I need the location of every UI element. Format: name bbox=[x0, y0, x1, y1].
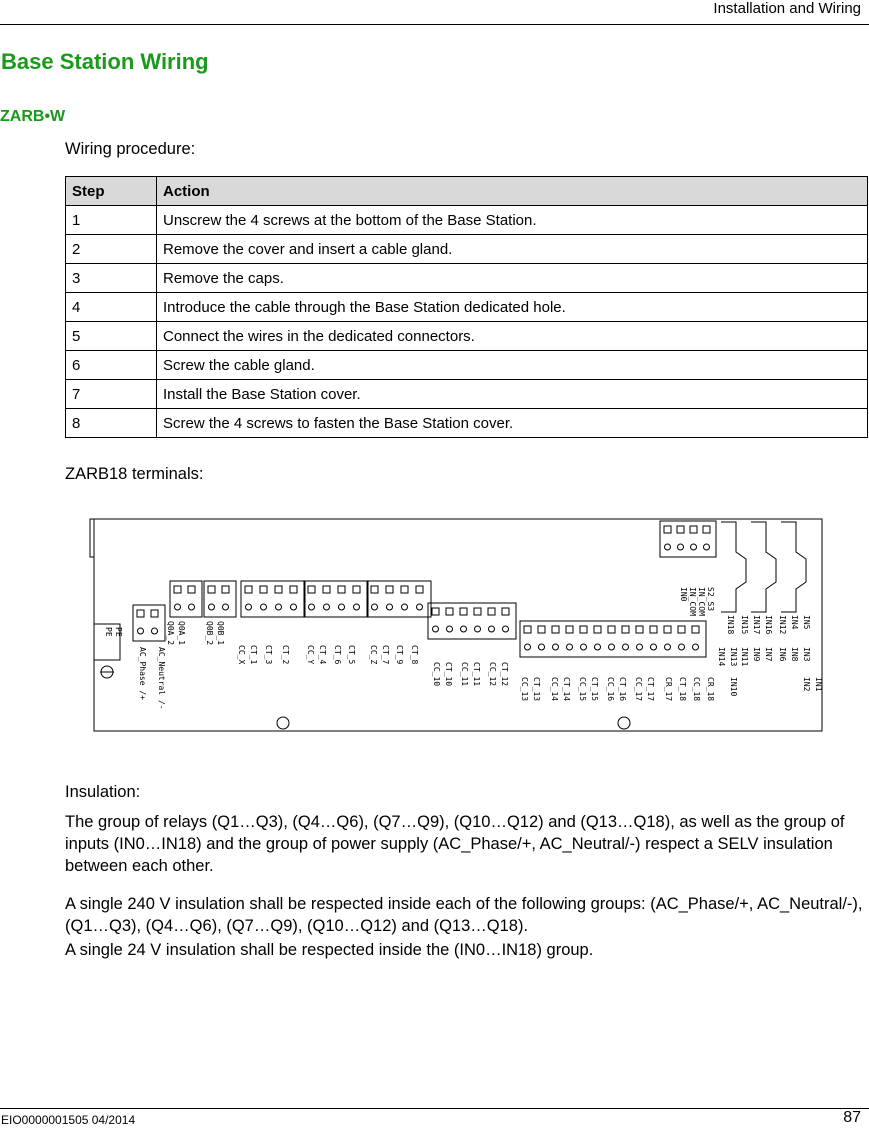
step-action: Remove the caps. bbox=[157, 264, 868, 293]
table-row bbox=[66, 264, 868, 293]
terminal-screw bbox=[276, 604, 282, 610]
terminal-slot bbox=[137, 610, 144, 617]
diagram-label: CT_9 bbox=[395, 645, 404, 665]
terminal-slot bbox=[703, 526, 710, 533]
diagram-label: CC_10 bbox=[432, 662, 441, 687]
diagram-label: CC_X bbox=[237, 645, 246, 665]
board-notch bbox=[90, 519, 94, 557]
diagram-label: CC_12 bbox=[488, 662, 497, 687]
procedure-table bbox=[65, 176, 868, 438]
terminal-screw bbox=[223, 604, 229, 610]
diagram-label: CT_5 bbox=[347, 645, 356, 665]
terminal-slot bbox=[636, 626, 643, 633]
page-number: 87 bbox=[843, 1109, 861, 1126]
terminal-screw bbox=[372, 604, 378, 610]
terminal-slot bbox=[401, 586, 408, 593]
header-action: Action bbox=[157, 177, 868, 206]
terminal-slot bbox=[386, 586, 393, 593]
insulation-heading: Insulation: bbox=[65, 783, 141, 801]
section-title: Base Station Wiring bbox=[1, 49, 209, 74]
terminal-screw bbox=[525, 644, 531, 650]
terminal-screw bbox=[679, 644, 685, 650]
terminal-slot bbox=[690, 526, 697, 533]
terminal-diagram bbox=[86, 497, 831, 747]
diagram-label: CT_14 bbox=[562, 677, 571, 702]
diagram-label: IN_COM bbox=[697, 587, 706, 616]
diagram-label: CC_15 bbox=[578, 677, 587, 702]
diagram-label: IN3 bbox=[802, 647, 811, 662]
diagram-label: IN5 bbox=[802, 615, 811, 630]
diagram-label: Q0A_1 bbox=[177, 621, 186, 646]
terminal-screw bbox=[417, 604, 423, 610]
diagram-label: IN0 bbox=[679, 587, 688, 602]
diagram-label: CC_Z bbox=[369, 645, 378, 665]
terminal-screw bbox=[309, 604, 315, 610]
diagram-label: IN16 bbox=[764, 615, 773, 635]
step-action: Screw the 4 screws to fasten the Base Station cover. bbox=[157, 409, 868, 438]
terminal-screw bbox=[261, 604, 267, 610]
step-action: Install the Base Station cover. bbox=[157, 380, 868, 409]
terminal-screw bbox=[691, 544, 697, 550]
table-row bbox=[66, 351, 868, 380]
terminal-screw bbox=[609, 644, 615, 650]
terminal-slot bbox=[552, 626, 559, 633]
terminal-slot bbox=[432, 608, 439, 615]
table-row bbox=[66, 409, 868, 438]
terminal-screw bbox=[678, 544, 684, 550]
diagram-label: IN12 bbox=[778, 615, 787, 635]
mounting-hole bbox=[277, 717, 289, 729]
terminal-screw bbox=[246, 604, 252, 610]
diagram-label: CC_11 bbox=[460, 662, 469, 687]
diagram-label: AC_Phase /+ bbox=[138, 647, 147, 700]
terminal-slot bbox=[416, 586, 423, 593]
step-action: Connect the wires in the dedicated connectors. bbox=[157, 322, 868, 351]
terminal-screw bbox=[693, 644, 699, 650]
terminal-screw bbox=[704, 544, 710, 550]
step-number: 3 bbox=[66, 264, 157, 293]
step-number: 6 bbox=[66, 351, 157, 380]
terminal-slot bbox=[222, 586, 229, 593]
input-jumper bbox=[751, 522, 776, 612]
diagram-label: CC_16 bbox=[606, 677, 615, 702]
diagram-label: IN14 bbox=[717, 647, 726, 667]
diagram-label: CT_18 bbox=[678, 677, 687, 702]
terminal-slot bbox=[353, 586, 360, 593]
diagram-label: IN17 bbox=[752, 615, 761, 635]
diagram-label: IN6 bbox=[778, 647, 787, 662]
diagram-label: IN18 bbox=[726, 615, 735, 635]
diagram-label: CT_4 bbox=[318, 645, 327, 665]
terminal-slot bbox=[502, 608, 509, 615]
terminal-slot bbox=[622, 626, 629, 633]
diagram-label: CT_7 bbox=[381, 645, 390, 665]
diagram-label: IN1 bbox=[814, 677, 823, 692]
header-step: Step bbox=[66, 177, 157, 206]
input-jumper bbox=[721, 522, 746, 612]
terminal-screw bbox=[402, 604, 408, 610]
step-action: Screw the cable gland. bbox=[157, 351, 868, 380]
terminal-screw bbox=[387, 604, 393, 610]
terminal-slot bbox=[151, 610, 158, 617]
table-header-row bbox=[66, 177, 868, 206]
terminal-slot bbox=[566, 626, 573, 633]
step-number: 5 bbox=[66, 322, 157, 351]
diagram-label: IN9 bbox=[752, 647, 761, 662]
diagram-label: IN8 bbox=[790, 647, 799, 662]
step-action: Introduce the cable through the Base Station dedicated hole. bbox=[157, 293, 868, 322]
terminal-screw bbox=[665, 544, 671, 550]
diagram-label: CC_13 bbox=[520, 677, 529, 702]
step-number: 7 bbox=[66, 380, 157, 409]
terminal-slot bbox=[474, 608, 481, 615]
diagram-label: IN7 bbox=[764, 647, 773, 662]
diagram-label: CT_1 bbox=[249, 645, 258, 665]
diagram-label: CC_Y bbox=[306, 645, 315, 665]
diagram-label: CC_18 bbox=[692, 677, 701, 702]
terminal-slot bbox=[664, 626, 671, 633]
diagram-label: PE bbox=[114, 627, 123, 637]
terminal-slot bbox=[308, 586, 315, 593]
diagram-label: IN13 bbox=[729, 647, 738, 667]
terminal-slot bbox=[338, 586, 345, 593]
subsection-title: ZARB•W bbox=[0, 108, 66, 125]
terminal-slot bbox=[608, 626, 615, 633]
step-action: Remove the cover and insert a cable gland. bbox=[157, 235, 868, 264]
terminal-screw bbox=[354, 604, 360, 610]
terminal-slot bbox=[446, 608, 453, 615]
insulation-paragraph-1: The group of relays (Q1…Q3), (Q4…Q6), (Q7…Q9), (Q10…Q12) and (Q13…Q18), as well as the group of inputs (IN0…IN18) and the group of power supply (AC_Phase/+, AC_Neutral/-) respect a SELV insulation between each other. bbox=[65, 813, 845, 875]
table-row bbox=[66, 235, 868, 264]
diagram-label: IN15 bbox=[740, 615, 749, 635]
terminal-screw bbox=[489, 626, 495, 632]
footer-doc-id: EIO0000001505 04/2014 bbox=[1, 1113, 136, 1127]
terminal-slot bbox=[650, 626, 657, 633]
terminal-screw bbox=[152, 628, 158, 634]
diagram-label: IN_COM bbox=[688, 587, 697, 616]
terminal-slot bbox=[538, 626, 545, 633]
terminal-screw bbox=[503, 626, 509, 632]
terminal-screw bbox=[447, 626, 453, 632]
terminal-slot bbox=[275, 586, 282, 593]
terminal-screw bbox=[665, 644, 671, 650]
diagram-label: S2_S3 bbox=[706, 587, 715, 612]
diagram-label: CR_18 bbox=[706, 677, 715, 702]
terminal-slot bbox=[208, 586, 215, 593]
terminal-screw bbox=[339, 604, 345, 610]
terminal-screw bbox=[138, 628, 144, 634]
terminal-slot bbox=[260, 586, 267, 593]
insulation-paragraph-2: A single 240 V insulation shall be respected inside each of the following groups: (AC_Phase/+, AC_Neutral/-),(Q1…Q3), (Q4…Q6), (Q7…Q9), (Q10…Q12) and (Q13…Q18). bbox=[65, 895, 863, 935]
terminal-slot bbox=[678, 626, 685, 633]
diagram-label: CT_3 bbox=[264, 645, 273, 665]
step-action: Unscrew the 4 screws at the bottom of the Base Station. bbox=[157, 206, 868, 235]
step-number: 4 bbox=[66, 293, 157, 322]
diagram-label: IN10 bbox=[729, 677, 738, 697]
table-row bbox=[66, 322, 868, 351]
terminal-slot bbox=[664, 526, 671, 533]
terminal-slot bbox=[677, 526, 684, 533]
diagram-label: Q0B_2 bbox=[205, 621, 214, 646]
step-number: 1 bbox=[66, 206, 157, 235]
terminal-slot bbox=[524, 626, 531, 633]
terminal-screw bbox=[175, 604, 181, 610]
table-row bbox=[66, 206, 868, 235]
diagram-label: CT_10 bbox=[444, 662, 453, 687]
terminal-slot bbox=[323, 586, 330, 593]
diagram-label: CT_6 bbox=[333, 645, 342, 665]
step-number: 8 bbox=[66, 409, 157, 438]
terminal-screw bbox=[623, 644, 629, 650]
input-jumper bbox=[781, 522, 806, 612]
footer-rule bbox=[0, 1108, 869, 1109]
terminal-screw bbox=[637, 644, 643, 650]
diagram-label: CT_8 bbox=[410, 645, 419, 665]
terminal-screw bbox=[433, 626, 439, 632]
header-rule bbox=[0, 24, 869, 25]
step-number: 2 bbox=[66, 235, 157, 264]
diagram-label: PE bbox=[104, 627, 113, 637]
terminal-screw bbox=[595, 644, 601, 650]
header-title: Installation and Wiring bbox=[713, 0, 861, 17]
diagram-label: CT_15 bbox=[590, 677, 599, 702]
terminal-screw bbox=[209, 604, 215, 610]
terminal-screw bbox=[539, 644, 545, 650]
terminal-slot bbox=[460, 608, 467, 615]
terminal-slot bbox=[188, 586, 195, 593]
terminal-screw bbox=[567, 644, 573, 650]
terminal-screw bbox=[651, 644, 657, 650]
diagram-label: CT_12 bbox=[500, 662, 509, 687]
diagram-label: Q0B_1 bbox=[216, 621, 225, 646]
terminal-screw bbox=[324, 604, 330, 610]
table-row bbox=[66, 293, 868, 322]
diagram-label: CC_17 bbox=[634, 677, 643, 702]
terminal-slot bbox=[174, 586, 181, 593]
diagram-label: CT_11 bbox=[472, 662, 481, 687]
terminal-slot bbox=[245, 586, 252, 593]
terminal-screw bbox=[189, 604, 195, 610]
diagram-label: CR_17 bbox=[664, 677, 673, 702]
diagram-label: Q0A_2 bbox=[166, 621, 175, 646]
diagram-label: AC_Neutral /- bbox=[157, 647, 166, 710]
diagram-label: CT_13 bbox=[532, 677, 541, 702]
terminal-screw bbox=[291, 604, 297, 610]
diagram-label: CT_2 bbox=[281, 645, 290, 665]
terminal-slot bbox=[692, 626, 699, 633]
terminal-slot bbox=[580, 626, 587, 633]
table-row bbox=[66, 380, 868, 409]
diagram-label: CT_17 bbox=[646, 677, 655, 702]
terminal-slot bbox=[371, 586, 378, 593]
diagram-label: CC_14 bbox=[550, 677, 559, 702]
diagram-label: CT_16 bbox=[618, 677, 627, 702]
terminal-screw bbox=[475, 626, 481, 632]
terminal-slot bbox=[594, 626, 601, 633]
mounting-hole bbox=[618, 717, 630, 729]
terminal-screw bbox=[553, 644, 559, 650]
terminal-slot bbox=[488, 608, 495, 615]
terminal-slot bbox=[290, 586, 297, 593]
terminals-heading: ZARB18 terminals: bbox=[65, 465, 204, 483]
procedure-intro: Wiring procedure: bbox=[65, 140, 196, 158]
diagram-label: IN4 bbox=[790, 615, 799, 630]
diagram-label: IN2 bbox=[802, 677, 811, 692]
terminal-screw bbox=[581, 644, 587, 650]
terminal-screw bbox=[461, 626, 467, 632]
insulation-paragraph-3: A single 24 V insulation shall be respected inside the (IN0…IN18) group. bbox=[65, 941, 594, 959]
diagram-label: IN11 bbox=[740, 647, 749, 667]
